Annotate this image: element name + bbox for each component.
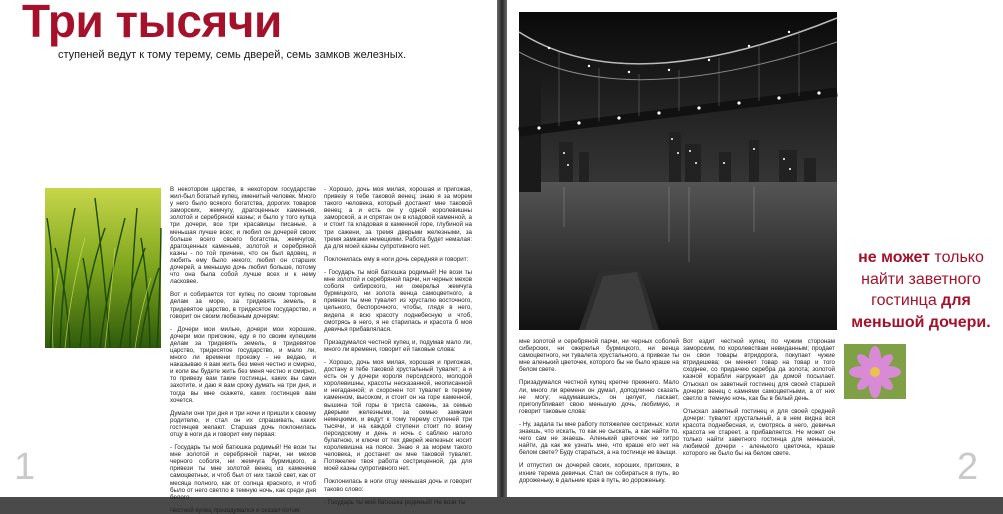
paragraph: В некотором царстве, в некотором государстве жил-был богатый купец, именитый человек. Много у него было всякого богатства, дорогих товаров заморских, жемчугу, драгоценных каменьев, золотой и серебряной казны; и было у того купца три дочери, все три красавицы писаные, а меньшая лучше всех; и любил он дочерей своих больше всего своего богатства, жемчугов, драгоценных каменьев, золотой и серебряной казны - по той причине, что он был вдовец, и любить ему было некого; любил он старших дочерей, а меньшую дочь любил больше, потому что она была собой лучше всех и к нему ласковее. — [170, 186, 316, 286]
pink-flower-photo-icon — [844, 344, 906, 399]
right-page — [507, 0, 1003, 497]
paragraph: - Государь ты мой батюшка родимый! Не вози ты мне золотой и серебряной парчи, ни черных мехов соболя сибирского, ни ожерелья жемчуга бурмицкого, ни золота венца самоцветного, а привези ты мне тувалет из хрусталю восточного, цельного, беспорочного, чтобы, глядя в него, видела я всю красоту поднебесную и чтоб, смотрясь в него, я не старилась и красота б моя девичья прибавлялася. — [324, 268, 472, 333]
pull-quote — [842, 247, 1000, 333]
book-spine — [497, 0, 507, 497]
paragraph: Поклонилась в ноги отцу меньшая дочь и говорит таково слово: — [324, 478, 472, 493]
grass-photo-icon — [45, 188, 161, 348]
pull-quote-bold: для меньшой дочери. — [851, 292, 991, 331]
paragraph: - Государь ты мой батюшка родимый! Не вози ты мне золотой и серебряной парчи, ни мехов черного соболя, ни жемчуга бурмицкого, а привези ты мне золотой венец из камениев самоцветных, и чтоб был от них такой свет, как от месяца полного, как от солнца красного, и чтоб было от него светло в темную ночь, как среди дня белого — [170, 444, 316, 501]
paragraph: - Хорошо, дочь моя милая, хорошая и пригожая, привезу я тебе таковой венец; знаю я за морем такого человека, который достанет мне таковой венец; а и есть он у одной королевишны заморской, а и спрятан он в кладовой каменной, а и стоит та кладовая в каменной горе, глубиной на три сажени, за тремя дверьми железными, за тремя замками немецкими. Работа будет немалая: да для моей казны супротивного нет. — [324, 186, 472, 250]
paragraph: - Дочери мои милые, дочери мои хорошие, дочери мои пригожие, еду я по своим купецким делам за тридевять земель, в тридевятое царство, тридесятое государство, и мало ли, много ли времени проезжу - не ведаю, и наказываю я вам жить без меня честно и смирно, и коли вы будете жить без меня честно и смирно, то привезу вам такие гостинцы, каких вы сами захотите, и даю я вам сроку думать на три дня, и тогда вы мне скажете, каких гостинцев вам хочется. — [170, 325, 316, 404]
city-bridge-night-photo-icon — [519, 12, 837, 330]
page-subtitle: ступеней ведут к тому терему, семь дверей, семь замков железных. — [58, 49, 407, 61]
page-title: Три тысячи — [22, 0, 282, 47]
paragraph: Вот и собирается тот купец по своим торговым делам за море, за тридевять земель, в тридевятое царство, в тридесятое государство, и говорит он своим любезным дочерям: — [170, 291, 316, 320]
text-column-1 — [170, 186, 316, 514]
paragraph: И отпустил он дочерей своих, хороших, пригожих, в ихние терема девичьи. Стал он собираться в путь, во дороженьку, в дальние края в путь, во дороженьку. — [519, 462, 679, 484]
paragraph: Думали они три дня и три ночи и пришли к своему родителю, и стал он их спрашивать, каких гостинцев желают. Старшая дочь поклонилась отцу в ноги да и говорит ему первая: — [170, 409, 316, 438]
paragraph: мне золотой и серебряной парчи, ни черных соболей сибирских, ни ожерелья бурмицкого, ни венца самоцветного, ни тувалета хрустального, а привези ты мне аленький цветочек, которого бы не было краше на белом свете. — [519, 338, 679, 374]
text-column-2 — [324, 186, 472, 506]
paragraph: Вот ездит честной купец по чужим сторонам заморским, по королевствам невиданным; продает он свои товары втридорога, покупает чужие втридешева; он меняет товар на товар и того сходнее, со придачею серебра да золота; золотой казной корабли нагружает да домой посылает. Отыскал он заветный гостинец для своей старшей дочери: венец с камнями самоцветными, а от них светло в темную ночь, как бы в белый день. — [683, 338, 835, 402]
page-number: 2 — [957, 446, 979, 488]
paragraph: - Хорошо, дочь моя милая, хорошая и пригожая, достану я тебе таковой хрустальный тувалет; а и есть он у дочери короля персидского, молодой королевишны, красоты несказанной, неописанной и негаданной; и схоронен тот тувалет в терему каменном, высоком, и стоит он на горе каменной, вышина той горы в триста сажень, за семью дверьми железными, за семью замками немецкими, и ведут к тому терему ступеней три тысячи, и на каждой ступени стоит по воину персидскому и день и ночь с саблею наголо булатною, и ключи от тех дверей железных носит королевишна на поясе. Знаю я за морем такого человека, и достанет он мне таковой тувалет. Потяжелее твоя работа сестриценной, да для моей казны супротивного нет. — [324, 358, 472, 473]
paragraph: Честной купец призадумался и сказал потом: — [170, 506, 302, 514]
pull-quote-text: только найти заветного гостинца — [861, 249, 984, 310]
paragraph: - Государь ты мой батюшка родимый! Не вози ты — [324, 498, 466, 506]
pull-quote-bold: не может — [858, 249, 930, 266]
paragraph: Призадумался честной купец и, подумав мало ли, много ли времени, говорит ей таковые слова: — [324, 338, 472, 353]
paragraph: Отыскал заветный гостинец и для своей средней дочери: тувалет хрустальный, а в нем видна вся красота поднебесная, и, смотрясь в него, девичья красота не стареет, а прибавляется. Не может он только найти заветного гостинца для меньшой, любимой дочери - аленького цветочка, краше которого не было бы на белом свете. — [683, 407, 835, 458]
left-page — [0, 0, 497, 514]
text-column-3 — [519, 338, 679, 488]
page-number: 1 — [14, 446, 36, 488]
paragraph: - Ну, задала ты мне работу потяжелее сестриных: коли знаешь, что искать, то как не сыскать, а как найти то, чего сам не знаешь. Аленький цветочек не хитро найти, да как же узнать мне, что краше его нет на белом свете? Буду стараться, а на гостинце не взыщи. — [519, 420, 679, 457]
paragraph: Поклонилась ему в ноги дочь середняя и говорит: — [324, 255, 469, 263]
text-column-4 — [683, 338, 835, 488]
paragraph: Призадумался честной купец крепче прежнего. Мало ли, много ли времени он думал, доподлинно сказать не могу; надумавшись, он целует, ласкает, приголубливает свою меньшую дочь, любимую, и говорит таковые слова: — [519, 379, 679, 415]
